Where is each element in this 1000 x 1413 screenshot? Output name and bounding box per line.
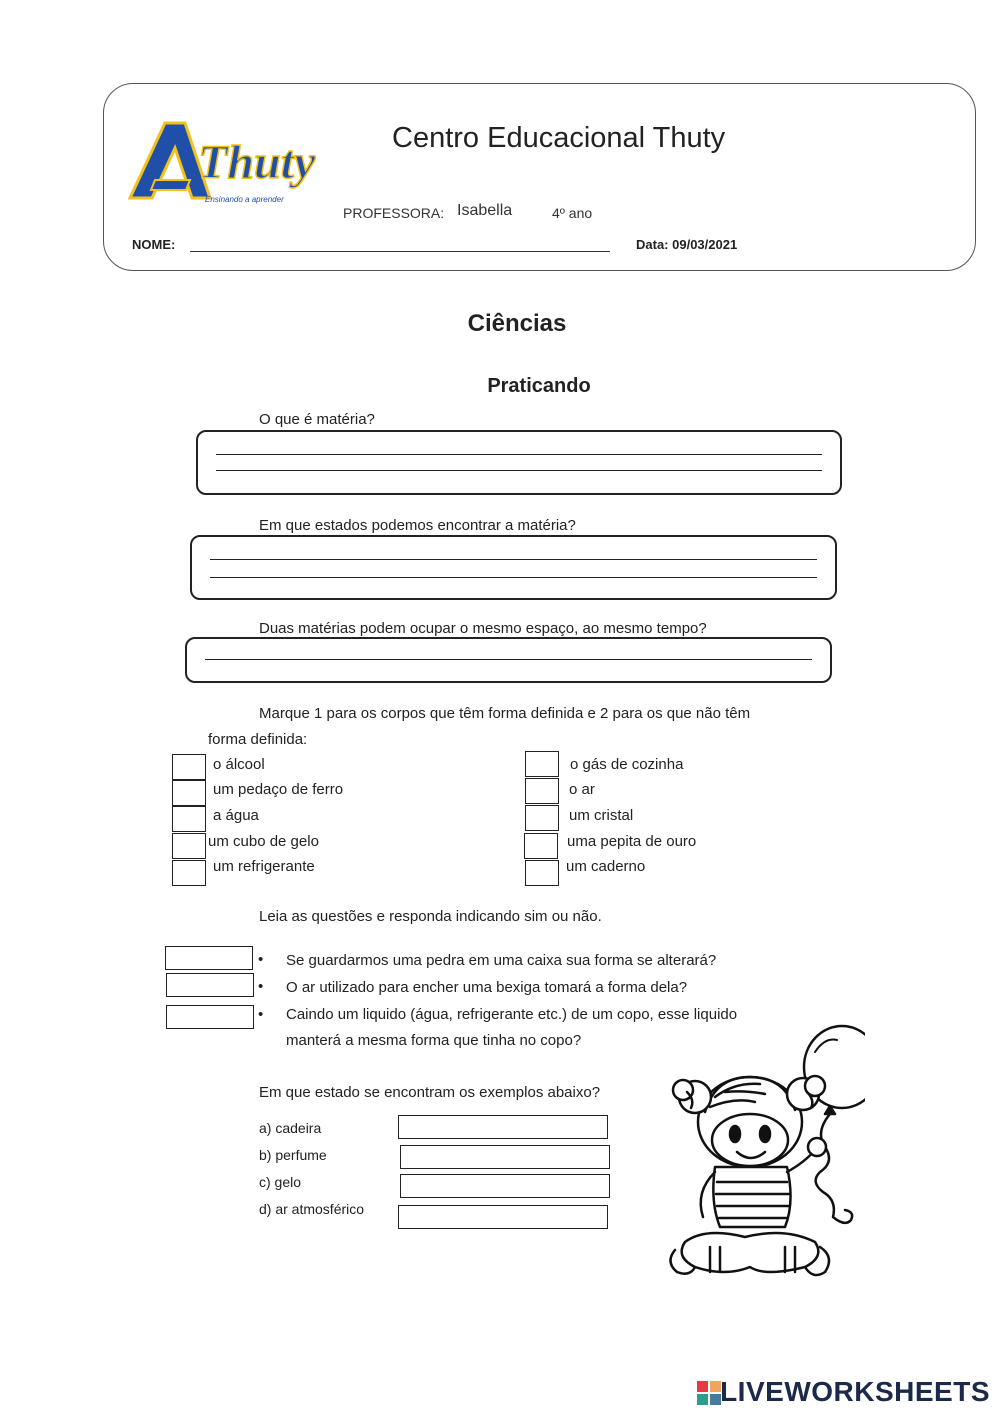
bullet-icon: • [258,951,264,968]
checkbox-ar[interactable] [525,778,559,804]
question-2: Em que estados podemos encontrar a matéria? [259,517,576,534]
footer-brand[interactable]: LIVEWORKSHEETS [720,1376,990,1407]
bullet-icon: • [258,978,264,995]
logo-text: Thuty [198,136,316,189]
yes-no-question-1: Se guardarmos uma pedra em uma caixa sua forma se alterará? [286,952,717,969]
logo-tagline: Ensinando a aprender [205,195,284,204]
answer-line [210,577,817,578]
item-label: o gás de cozinha [570,756,684,773]
yes-no-question-2: O ar utilizado para encher uma bexiga tomará a forma dela? [286,979,688,996]
checkbox-caderno[interactable] [525,860,559,886]
checkbox-ouro[interactable] [524,833,558,859]
name-field[interactable] [190,251,610,252]
checkbox-agua[interactable] [172,806,206,832]
question-3: Duas matérias podem ocupar o mesmo espaço, ao mesmo tempo? [259,620,707,637]
state-item-label: d) ar atmosférico [259,1201,365,1217]
answer-box-3[interactable] [185,637,832,683]
answer-line [216,470,822,471]
question-1: O que é matéria? [259,411,375,428]
girl-with-balloon-illustration [665,1022,865,1287]
state-input-ar[interactable] [398,1205,608,1229]
yes-no-input-1[interactable] [165,946,253,970]
answer-line [216,454,822,455]
liveworksheets-logo-icon [697,1381,721,1405]
yes-no-question-3-cont: manterá a mesma forma que tinha no copo? [286,1032,582,1049]
state-item-label: c) gelo [259,1174,302,1190]
state-item-label: b) perfume [259,1147,327,1163]
answer-box-2[interactable] [190,535,837,600]
item-label: uma pepita de ouro [567,833,697,850]
section-title: Praticando [487,375,591,397]
checkbox-refrigerante[interactable] [172,860,206,886]
state-input-cadeira[interactable] [398,1115,608,1139]
state-input-gelo[interactable] [400,1174,610,1198]
school-name: Centro Educacional Thuty [392,122,726,154]
bullet-icon: • [258,1006,264,1023]
teacher-label: PROFESSORA: [343,205,445,221]
item-label: o álcool [213,756,265,773]
states-instruction: Em que estado se encontram os exemplos abaixo? [259,1084,601,1101]
checkbox-gelo[interactable] [172,833,206,859]
item-label: um caderno [566,858,646,875]
yes-no-instruction: Leia as questões e responda indicando sim ou não. [259,908,602,925]
date-label: Data: 09/03/2021 [636,237,738,252]
answer-line [205,659,812,660]
subject-title: Ciências [467,310,567,337]
answer-box-1[interactable] [196,430,842,495]
state-item-label: a) cadeira [259,1120,322,1136]
item-label: um pedaço de ferro [213,781,344,798]
item-label: o ar [569,781,595,798]
answer-line [210,559,817,560]
marking-instruction-cont: forma definida: [208,731,308,748]
checkbox-alcool[interactable] [172,754,206,780]
yes-no-input-2[interactable] [166,973,254,997]
checkbox-gas[interactable] [525,751,559,777]
checkbox-ferro[interactable] [172,780,206,806]
grade-label: 4º ano [552,205,593,221]
teacher-name: Isabella [457,202,513,219]
school-logo [120,118,340,210]
item-label: um cristal [569,807,634,824]
item-label: a água [213,807,259,824]
checkbox-cristal[interactable] [525,805,559,831]
item-label: um cubo de gelo [208,833,319,850]
yes-no-question-3: Caindo um liquido (água, refrigerante etc.) de um copo, esse liquido [286,1006,738,1023]
item-label: um refrigerante [213,858,315,875]
yes-no-input-3[interactable] [166,1005,254,1029]
state-input-perfume[interactable] [400,1145,610,1169]
name-label: NOME: [132,237,176,252]
marking-instruction: Marque 1 para os corpos que têm forma definida e 2 para os que não têm [259,705,751,722]
